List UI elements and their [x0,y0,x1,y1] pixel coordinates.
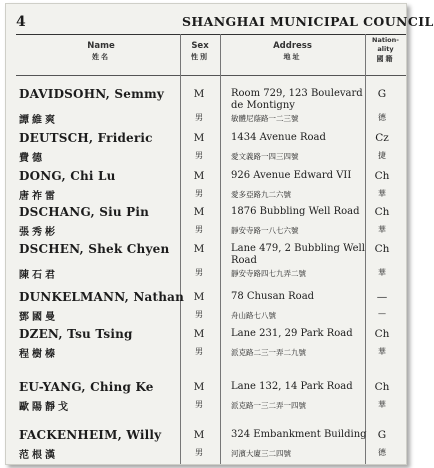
entry-nationality-cn: 華 [378,268,386,277]
header-sex [180,41,220,62]
entry-name: DSCHANG, Siu Pin [19,205,150,219]
entry-chinese-name: 費德 [19,153,45,164]
entry-sex: M [193,132,205,144]
entry-name: DZEN, Tsu Tsing [19,327,133,341]
entry-address: 926 Avenue Edward VII [231,170,352,181]
directory-page [5,3,434,465]
entry-chinese-name: 范根漢 [19,450,58,461]
header-name-cn: 姓名 [92,53,110,61]
entry-address: 324 Embankment Building [231,429,367,440]
entry-address-cn: 派克路二三一弄二九號 [231,348,306,357]
entry-name: EU-YANG, Ching Ke [19,380,154,394]
entry-name: DSCHEN, Shek Chyen [19,242,170,256]
entry-sex: M [193,381,205,393]
entry-chinese-name: 陳石君 [19,270,58,281]
entry-sex-cn: 男 [195,189,203,198]
entry-address-cn: 愛文義路一四三四號 [231,152,299,161]
entry-chinese-name: 張秀彬 [19,227,58,238]
entry-address: 78 Chusan Road [231,291,315,302]
header-address [220,41,365,62]
header-name [26,41,176,62]
entry-name: FACKENHEIM, Willy [19,428,162,442]
header-address-cn: 地址 [283,53,302,61]
running-title: SHANGHAI MUNICIPAL COUNCIL [182,14,434,29]
entry-name: DEUTSCH, Frideric [19,131,153,145]
entry-sex: M [193,328,205,340]
entry-sex: M [193,88,205,100]
entry-address-cn: 愛多亞路九二六號 [231,190,291,199]
entry-nationality-cn: 華 [378,400,386,409]
entry-nationality: — [376,291,388,303]
entry-address-cn: 河濱大廈三二四號 [231,449,291,458]
entry-nationality-cn: 德 [378,448,386,457]
entry-sex: M [193,170,205,182]
entry-sex-cn: 男 [195,268,203,277]
column-divider-sex-address [220,34,221,464]
header-sex-en: Sex [191,41,209,51]
entry-sex-cn: 男 [195,225,203,234]
header-nationality [365,36,406,64]
entry-nationality-cn: 華 [378,347,386,356]
header-nationality-cn: 國籍 [376,55,395,63]
entry-nationality: Cz [375,132,389,144]
entry-name: DUNKELMANN, Nathan [19,290,185,304]
entry-sex-cn: 男 [195,151,203,160]
entry-nationality: G [377,88,387,100]
entry-nationality: Ch [374,170,390,182]
entry-sex-cn: 男 [195,347,203,356]
entry-chinese-name: 唐祚雷 [19,191,58,202]
entry-name: DONG, Chi Lu [19,169,116,183]
entry-name: DAVIDSOHN, Semmy [19,87,165,101]
entry-address: Room 729, 123 Boulevard de Montigny [231,88,363,111]
entry-nationality-cn: — [378,309,386,318]
entry-chinese-name: 鄧國曼 [19,312,58,323]
entry-sex-cn: 男 [195,310,203,319]
entry-nationality-cn: 華 [378,189,386,198]
entry-nationality-cn: 德 [378,113,386,122]
header-address-en: Address [273,41,312,51]
entry-chinese-name: 程樹榛 [19,349,58,360]
entry-nationality-cn: 捷 [378,151,386,160]
entry-sex: M [193,429,205,441]
header-name-en: Name [87,41,115,51]
entry-address-cn: 敏體尼蔭路一二三號 [231,114,299,123]
entry-address-cn: 靜安寺路一八七六號 [231,226,299,235]
entry-address-cn: 派克路一三二弄一四號 [231,401,306,410]
entry-nationality: Ch [374,381,390,393]
entry-address: 1876 Bubbling Well Road [231,206,360,217]
entry-sex: M [193,291,205,303]
entry-address: Lane 132, 14 Park Road [231,381,353,392]
header-sex-cn: 性別 [191,53,209,61]
entry-chinese-name: 歐陽靜戈 [19,402,71,413]
entry-nationality: G [377,429,387,441]
entry-address: Lane 479, 2 Bubbling Well Road [231,243,365,266]
entry-sex-cn: 男 [195,113,203,122]
entry-sex-cn: 男 [195,400,203,409]
entry-nationality-cn: 華 [378,225,386,234]
entry-address: 1434 Avenue Road [231,132,326,143]
entry-address-cn: 靜安寺路四七九弄二號 [231,269,306,278]
header-rule [16,75,406,76]
entry-chinese-name: 譚維爽 [19,115,58,126]
entry-nationality: Ch [374,328,390,340]
entry-nationality: Ch [374,243,390,255]
entry-sex-cn: 男 [195,448,203,457]
header-nationality-en: Nation-ality [372,36,399,53]
entry-address-cn: 舟山路七八號 [231,311,276,320]
column-divider-name-sex [180,34,181,464]
entry-address: Lane 231, 29 Park Road [231,328,353,339]
top-rule [16,34,406,35]
page-number: 4 [16,14,26,30]
entry-sex: M [193,243,205,255]
entry-sex: M [193,206,205,218]
entry-nationality: Ch [374,206,390,218]
